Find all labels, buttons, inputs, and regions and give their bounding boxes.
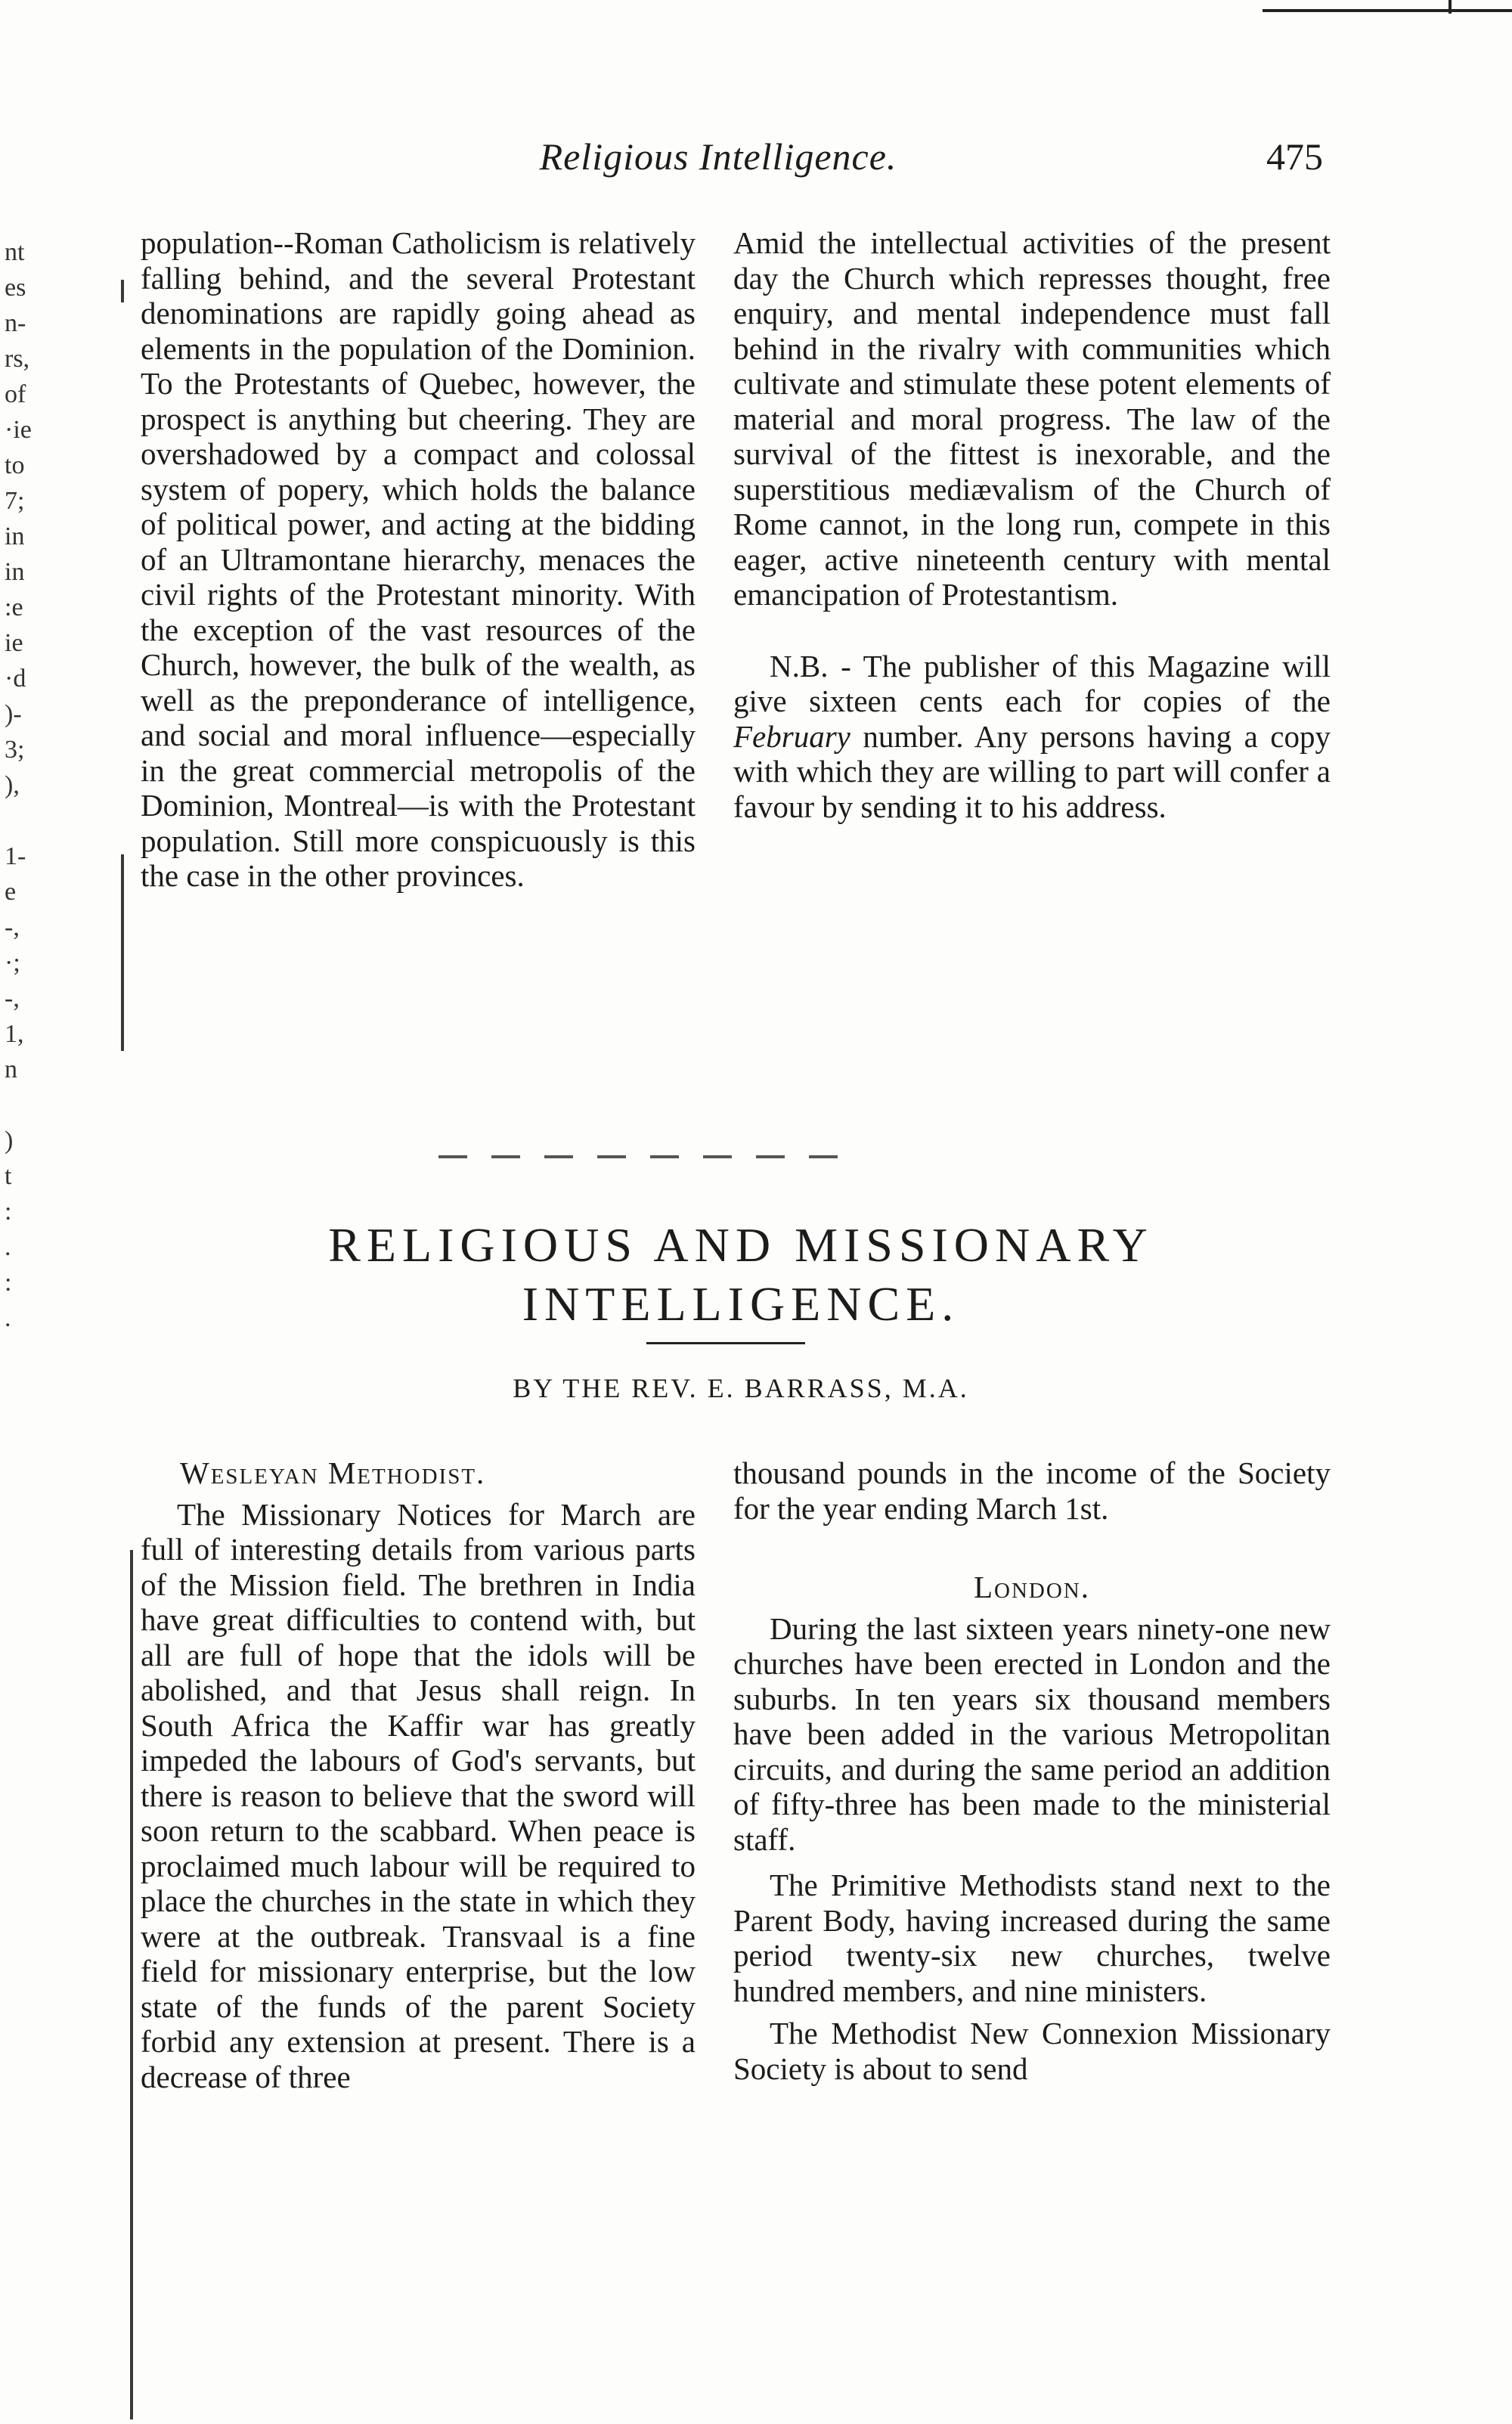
heading-rule <box>646 1342 805 1344</box>
body-paragraph: During the last sixteen years ninety-one new churches have been erected in London and the suburbs. In ten years six thousand members have been added in the various Metropolitan circuits, and during the same period an addition of fifty-three has been made to the ministerial staff. <box>733 1610 1331 1857</box>
running-title: Religious Intelligence. <box>539 135 897 178</box>
top-edge-tick <box>1448 0 1452 14</box>
bottom-right-column <box>733 1455 1331 2086</box>
section-divider <box>438 1155 862 1158</box>
section-heading-line: RELIGIOUS AND MISSIONARY <box>328 1218 1154 1272</box>
body-paragraph: population--Roman Catholicism is relatively falling behind, and the several Protestant denominations are rapidly going ahead as elements in the population of the Dominion. To the Protestants of Quebec, however, the prospect is anything but cheering. They are overshadowed by a compact and colossal system of popery, which holds the balance of political power, and acting at the bidding of an Ultramontane hierarchy, menaces the civil rights of the Protestant minority. With the exception of the vast resources of the Church, however, the bulk of the wealth, as well as the preponderance of intelligence, and social and moral influence—especially in the great commercial metropolis of the Dominion, Montreal—is with the Protestant population. Still more conspicuously is this the case in the other provinces. <box>141 225 696 893</box>
top-right-column <box>733 225 1331 824</box>
section-heading <box>151 1216 1331 1334</box>
column-rule-bottom-left <box>130 1550 133 2419</box>
section-heading-line: INTELLIGENCE. <box>522 1277 960 1331</box>
page-number: 475 <box>1266 135 1323 178</box>
publisher-note-text: N.B. - The publisher of this Magazine will give sixteen cents each for copies of the <box>733 648 1331 718</box>
body-paragraph: The Methodist New Connexion Missionary Society is about to send <box>733 2016 1331 2086</box>
bottom-left-column <box>141 1455 696 2094</box>
publisher-note-month: February <box>733 718 850 754</box>
top-left-column <box>141 225 696 894</box>
publisher-note-text-end: number. Any persons having a copy with which they are willing to part will confer a favour by sending it to his address. <box>733 718 1331 824</box>
facing-page-bleed-text: nt es n- rs, of ·ie to 7; in in :e ie ·d )- 3; ), 1- e -, ·; -, 1, n ) t : . : . <box>5 238 32 1332</box>
top-edge-rule <box>1263 9 1512 12</box>
subhead-london: London. <box>973 1570 1090 1604</box>
column-rule-left-mid <box>121 854 124 1051</box>
body-paragraph: The Primitive Methodists stand next to the Parent Body, having increased during the same period twenty-six new churches, twelve hundred members, and nine ministers. <box>733 1868 1331 2008</box>
body-paragraph: Amid the intellectual activities of the present day the Church which represses thought, free enquiry, and mental independence must fall behind in the rivalry with communities which cultivate and stimulate these potent elements of material and moral progress. The law of the survival of the fittest is inexorable, and the superstitious mediævalism of the Church of Rome cannot, in the long run, compete in this eager, active nineteenth century with mental emancipation of Protestantism. <box>733 225 1331 612</box>
publisher-note <box>733 649 1331 825</box>
subhead-wesleyan: Wesleyan Methodist. <box>180 1455 486 1490</box>
body-paragraph: The Missionary Notices for March are full of interesting details from various parts of the Mission field. The brethren in India have great difficulties to contend with, but all are full of hope that the idols will be abolished, and that Jesus shall reign. In South Africa the Kaffir war has greatly impeded the labours of God's servants, but there is reason to believe that the sword will soon return to the scabbard. When peace is proclaimed much labour will be required to place the churches in the state in which they were at the outbreak. Transvaal is a fine field for missionary enterprise, but the low state of the funds of the parent Society forbid any extension at present. There is a decrease of three <box>141 1496 696 2094</box>
body-paragraph-continuation: thousand pounds in the income of the Society for the year ending March 1st. <box>733 1455 1331 1526</box>
column-rule-top-left <box>121 280 124 302</box>
byline: BY THE REV. E. BARRASS, M.A. <box>513 1373 969 1403</box>
